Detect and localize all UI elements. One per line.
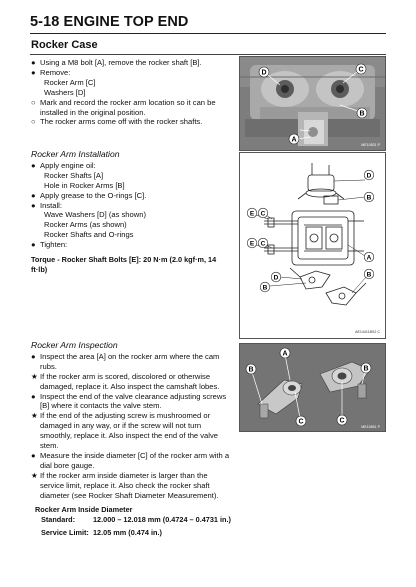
note-text: ○ Mark and record the rocker arm location so it can be installed in the original position. [31, 97, 216, 117]
note-text: ○ The rocker arms come off with the rocker shafts. [31, 117, 203, 127]
step-text: ● Measure the inside diameter [C] of the rocker arm with a dial bore gauge. [31, 450, 230, 470]
callout-label-c: C [339, 417, 345, 425]
step-item: Rocker Arms (as shown) [44, 220, 127, 230]
callout-label-b: B [363, 365, 369, 373]
bullet-icon: ● [31, 450, 36, 460]
spec-row-service-limit [31, 528, 233, 538]
spec-title: Rocker Arm Inside Diameter [35, 504, 133, 514]
star-icon: ★ [31, 470, 38, 480]
bullet-icon: ● [31, 351, 36, 361]
spec-label: Service Limit: [41, 527, 89, 537]
figure-code: ME10851 P [361, 425, 380, 429]
callout-label-b: B [262, 284, 268, 292]
subsection-title: Rocker Arm Installation [31, 149, 120, 159]
callout-label-e: E [249, 240, 255, 248]
bullet-icon: ● [31, 67, 36, 77]
inspection-text [31, 341, 233, 538]
bullet-icon: ● [31, 160, 36, 170]
step-text: ● Apply engine oil: [31, 160, 96, 170]
step-text: ● Apply grease to the O-rings [C]. [31, 190, 147, 200]
installation-text [31, 150, 233, 275]
section-rule [30, 54, 386, 55]
callout-label-a: A [291, 136, 297, 144]
star-icon: ★ [31, 371, 38, 381]
step-item: Rocker Shafts [A] [44, 170, 104, 180]
torque-spec: Torque - Rocker Shaft Bolts [E]: 20 N·m (2.0 kgf·m, 14 ft·lb) [31, 255, 217, 274]
bullet-icon: ● [31, 190, 36, 200]
step-text: ● Remove: [31, 67, 71, 77]
callout-label-b: B [366, 271, 372, 279]
removal-text [31, 58, 233, 127]
spec-label: Standard: [41, 514, 76, 524]
figure-rocker-case-photo [239, 56, 386, 151]
page-title: 5-18 ENGINE TOP END [30, 14, 189, 30]
step-text: ● Inspect the area [A] on the rocker arm where the cam rubs. [31, 351, 220, 371]
step-text: ● Using a M8 bolt [A], remove the rocker shaft [B]. [31, 58, 202, 67]
condition-text: ★ If the rocker arm inside diameter is larger than the service limit, replace it. Also check the rocker shaft diameter (see Rocker Shaft Diameter Measurement). [31, 470, 219, 500]
callout-label-d: D [273, 274, 279, 282]
figure-code: ME10831 P [361, 143, 380, 147]
step-text: ● Install: [31, 200, 62, 210]
step-text: ● Tighten: [31, 240, 68, 250]
section-title: Rocker Case [31, 39, 98, 51]
bullet-icon: ● [31, 200, 36, 210]
figure-installation-diagram [239, 152, 386, 339]
bullet-icon: ● [31, 58, 36, 67]
figure-code: AE14411BS2 C [355, 330, 380, 334]
callout-label-a: A [366, 254, 372, 262]
callout-label-b: B [248, 366, 254, 374]
spec-value: 12.05 mm (0.474 in.) [93, 527, 162, 537]
callout-label-b: B [359, 110, 365, 118]
circle-icon: ○ [31, 117, 36, 127]
bullet-icon: ● [31, 240, 36, 250]
figure-rocker-arm-photo [239, 343, 386, 432]
callout-label-c: C [358, 66, 364, 74]
callout-label-c: C [260, 210, 266, 218]
callout-label-c: C [298, 418, 304, 426]
subsection-title: Rocker Arm Inspection [31, 340, 118, 350]
condition-text: ★ If the end of the adjusting screw is mushroomed or damaged in any way, or if the screw will not turn smoothly, replace it. Also inspect the end of the valve stem. [31, 411, 218, 451]
callout-label-d: D [261, 69, 267, 77]
step-item: Rocker Shafts and O-rings [44, 230, 134, 240]
spec-row-standard [31, 515, 233, 525]
step-item: Rocker Arm [C] [44, 77, 96, 87]
callout-label-c: C [260, 240, 266, 248]
step-item: Washers [D] [44, 87, 86, 97]
header-rule [30, 33, 386, 34]
callout-label-a: A [282, 350, 288, 358]
step-item: Hole in Rocker Arms [B] [44, 180, 125, 190]
circle-icon: ○ [31, 97, 36, 107]
star-icon: ★ [31, 411, 38, 421]
condition-text: ★ If the rocker arm is scored, discolored or otherwise damaged, replace it. Also inspect the camshaft lobes. [31, 371, 220, 391]
spec-value: 12.000 – 12.018 mm (0.4724 – 0.4731 in.) [93, 514, 231, 524]
bullet-icon: ● [31, 391, 36, 401]
callout-label-b: B [366, 194, 372, 202]
step-item: Wave Washers [D] (as shown) [44, 210, 146, 220]
step-text: ● Inspect the end of the valve clearance adjusting screws [B] where it contacts the valve stem. [31, 391, 227, 411]
callout-label-d: D [366, 172, 372, 180]
callout-label-e: E [249, 210, 255, 218]
